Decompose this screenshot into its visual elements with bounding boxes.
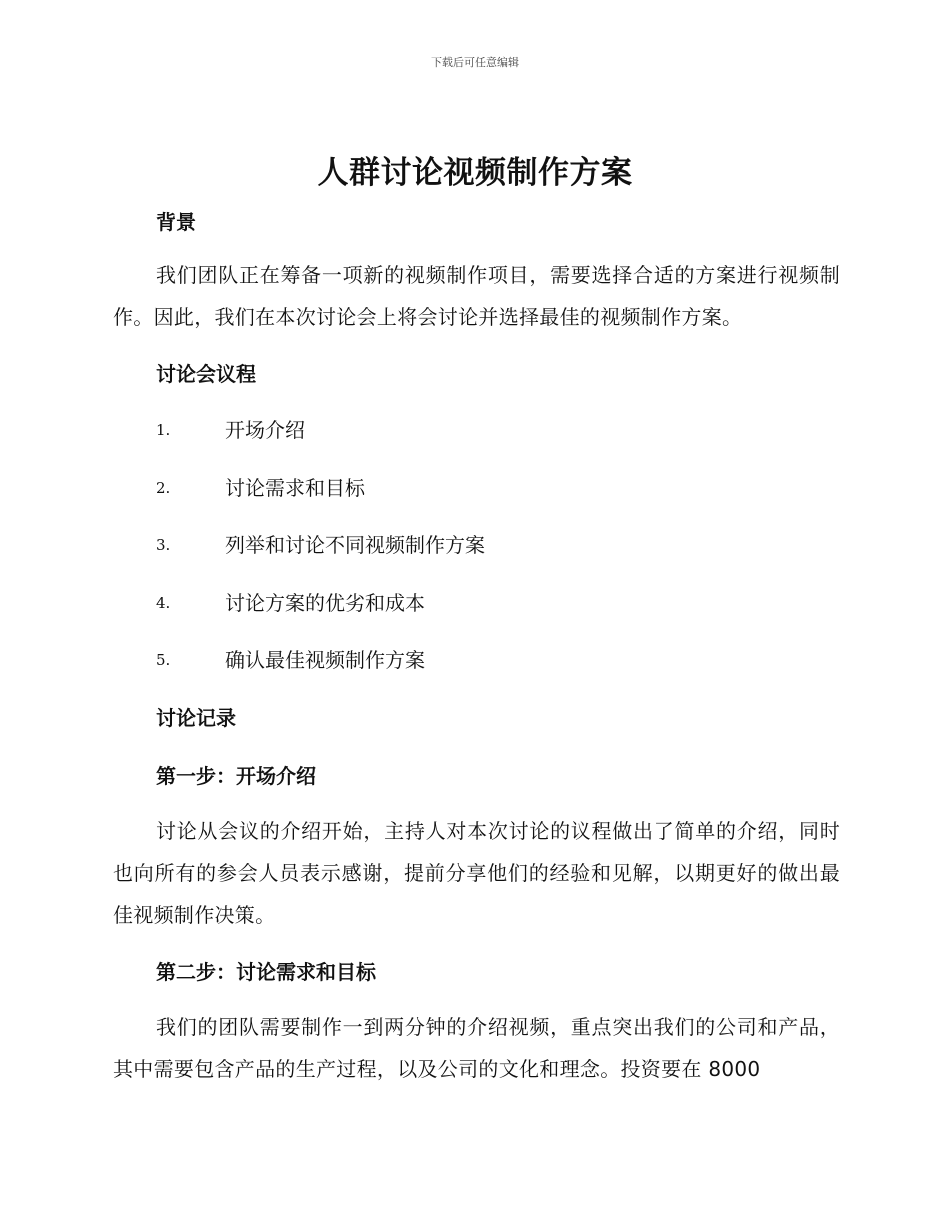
agenda-item-number: 1.	[156, 421, 171, 439]
step2-paragraph: 我们的团队需要制作一到两分钟的介绍视频，重点突出我们的公司和产品，其中需要包含产品的生产过程，以及公司的文化和理念。投资要在 8000	[113, 1014, 840, 1081]
agenda-item-number: 4.	[156, 593, 171, 612]
agenda-item	[113, 468, 840, 526]
agenda-list	[113, 410, 840, 698]
section-heading-record: 讨论记录	[156, 705, 236, 730]
section-heading-agenda: 讨论会议程	[156, 362, 256, 386]
agenda-item-number: 5.	[156, 651, 171, 669]
agenda-item	[113, 525, 840, 583]
section-heading-background: 背景	[156, 210, 196, 234]
agenda-item	[113, 640, 840, 698]
agenda-item-text: 开场介绍	[225, 418, 305, 442]
document-title: 人群讨论视频制作方案	[317, 155, 633, 191]
agenda-item-text: 讨论需求和目标	[225, 475, 365, 500]
agenda-item	[113, 410, 840, 468]
agenda-item-text: 讨论方案的优劣和成本	[225, 590, 425, 615]
agenda-item-text: 列举和讨论不同视频制作方案	[225, 533, 485, 557]
agenda-item-number: 3.	[156, 536, 171, 554]
document-body	[113, 202, 840, 1090]
agenda-item	[113, 583, 840, 641]
background-paragraph: 我们团队正在筹备一项新的视频制作项目，需要选择合适的方案进行视频制作。因此，我们在本次讨论会上将会讨论并选择最佳的视频制作方案。	[113, 263, 840, 329]
agenda-item-text: 确认最佳视频制作方案	[225, 648, 425, 672]
agenda-item-number: 2.	[156, 478, 171, 497]
step1-heading: 第一步：开场介绍	[156, 763, 316, 788]
step2-heading: 第二步：讨论需求和目标	[156, 959, 376, 984]
page-header-note: 下载后可任意编辑	[431, 56, 519, 69]
step1-paragraph: 讨论从会议的介绍开始，主持人对本次讨论的议程做出了简单的介绍，同时也向所有的参会人员表示感谢，提前分享他们的经验和见解，以期更好的做出最佳视频制作决策。	[113, 818, 840, 927]
